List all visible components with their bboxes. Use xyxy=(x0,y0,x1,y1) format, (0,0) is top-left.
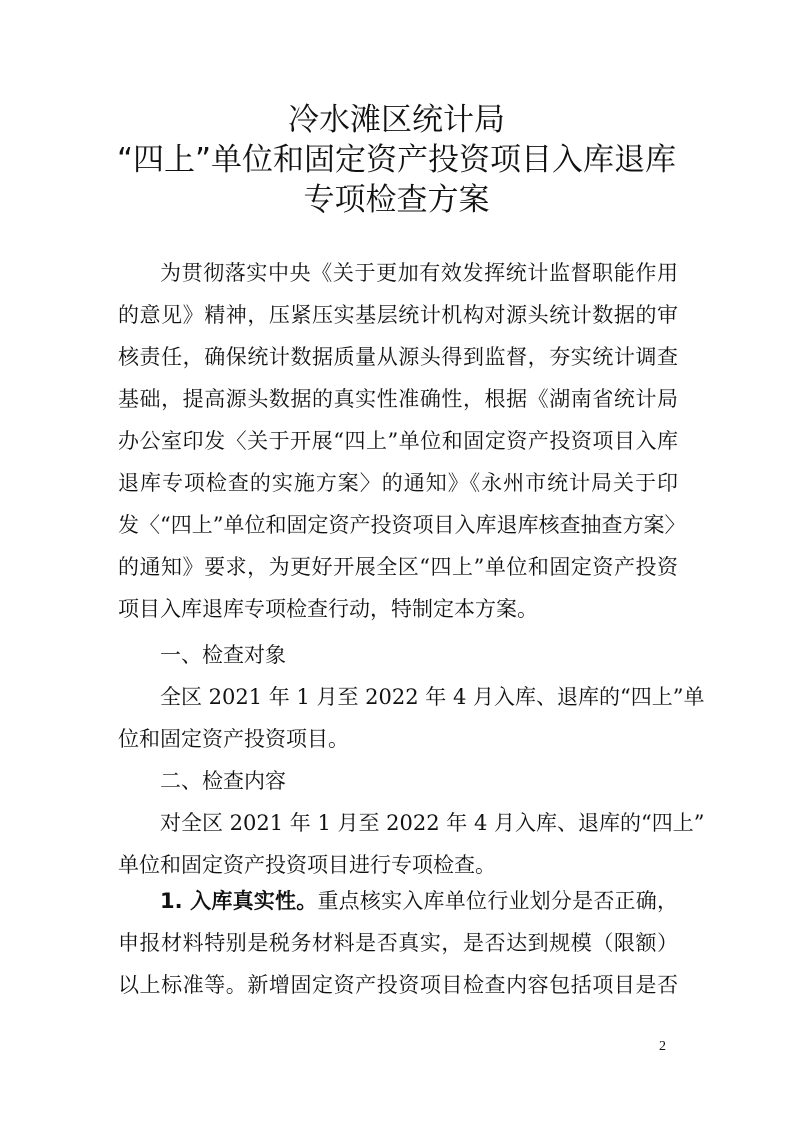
intro-line: 核责任，确保统计数据质量从源头得到监督，夯实统计调查 xyxy=(118,345,678,369)
section-1-line: 全区 2021 年 1 月至 2022 年 4 月入库、退库的“四上”单 xyxy=(160,685,705,709)
item-1-first-line xyxy=(160,886,678,916)
intro-line: 办公室印发〈关于开展“四上”单位和固定资产投资项目入库 xyxy=(118,429,678,453)
intro-line: 的意见》精神，压紧压实基层统计机构对源头统计数据的审 xyxy=(118,303,678,327)
title-line-3: 专项检查方案 xyxy=(303,182,490,218)
item-1-first-line-text: 重点核实入库单位行业划分是否正确， xyxy=(317,889,678,913)
intro-line: 基础，提高源头数据的真实性准确性，根据《湖南省统计局 xyxy=(118,387,678,411)
item-1-line: 申报材料特别是税务材料是否真实，是否达到规模（限额） xyxy=(118,931,678,955)
intro-line: 的通知》要求，为更好开展全区“四上”单位和固定资产投资 xyxy=(118,555,678,579)
item-1-label: 1. 入库真实性。 xyxy=(160,889,318,913)
intro-line: 退库专项检查的实施方案〉的通知》《永州市统计局关于印 xyxy=(118,471,678,495)
intro-line: 发〈“四上”单位和固定资产投资项目入库退库核查抽查方案〉 xyxy=(118,513,686,537)
section-heading-1: 一、检查对象 xyxy=(160,643,286,667)
section-heading-2: 二、检查内容 xyxy=(160,769,286,793)
page-number: 2 xyxy=(659,1039,666,1054)
item-1-line: 以上标准等。新增固定资产投资项目检查内容包括项目是否 xyxy=(118,973,678,997)
section-2-line: 单位和固定资产投资项目进行专项检查。 xyxy=(118,853,496,877)
section-2-line: 对全区 2021 年 1 月至 2022 年 4 月入库、退库的“四上” xyxy=(160,811,705,835)
intro-line: 项目入库退库专项检查行动，特制定本方案。 xyxy=(118,597,538,621)
section-1-line: 位和固定资产投资项目。 xyxy=(118,727,349,751)
intro-line: 为贯彻落实中央《关于更加有效发挥统计监督职能作用 xyxy=(160,261,678,285)
title-line-1: 冷水滩区统计局 xyxy=(288,102,505,138)
title-line-2: “四上”单位和固定资产投资项目入库退库 xyxy=(116,142,677,178)
